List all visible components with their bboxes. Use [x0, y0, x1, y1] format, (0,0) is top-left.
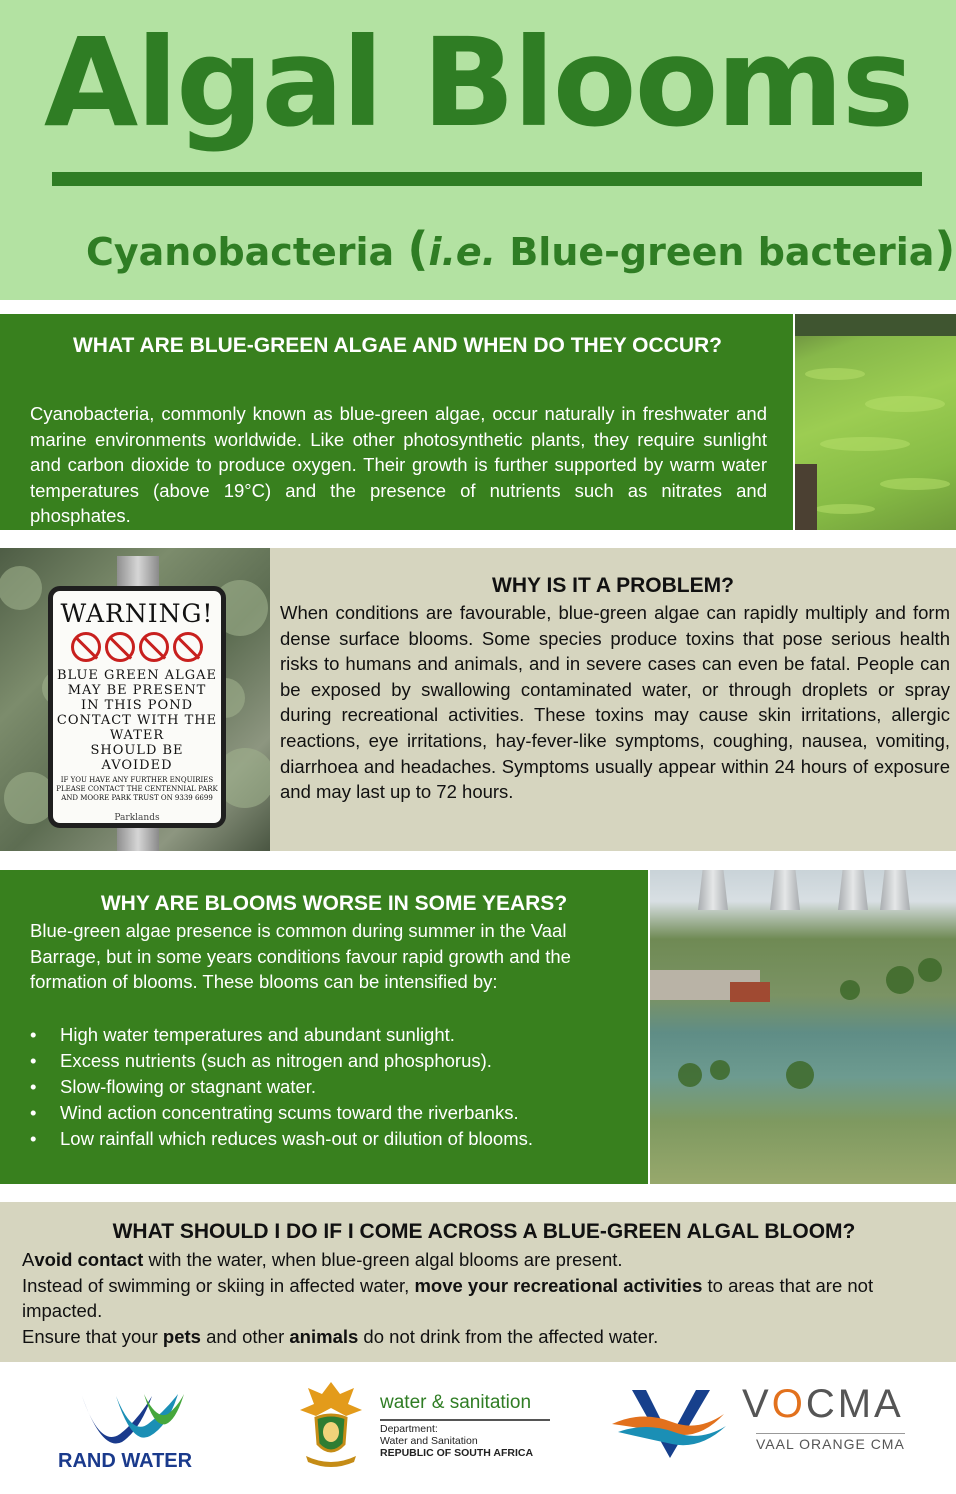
vocma-logo-icon: [612, 1388, 730, 1460]
algae-water-photo: [795, 314, 956, 530]
section-why-problem: [270, 548, 956, 851]
subtitle-prefix: Cyanobacteria: [86, 230, 408, 274]
header-banner: [0, 0, 956, 300]
cooling-tower: [698, 870, 728, 910]
section-heading: WHY ARE BLOOMS WORSE IN SOME YEARS?: [100, 892, 568, 915]
list-item: • High water temperatures and abundant sunlight.: [30, 1022, 640, 1048]
advice-emphasis: pets: [162, 1325, 201, 1347]
department-country: REPUBLIC OF SOUTH AFRICA: [380, 1447, 534, 1459]
list-item: • Low rainfall which reduces wash-out or dilution of blooms.: [30, 1126, 640, 1152]
water-sanitation-rule: [380, 1419, 550, 1421]
advice-fragment: Ensure that your: [22, 1325, 163, 1347]
page-title: Algal Blooms: [43, 12, 913, 154]
section-heading: WHAT ARE BLUE-GREEN ALGAE AND WHEN DO THEY OCCUR?: [72, 334, 723, 357]
subtitle-open-paren: (: [407, 222, 429, 276]
subtitle-close-paren: ): [934, 222, 956, 276]
vocma-letter-o: O: [771, 1382, 806, 1426]
department-name: Water and Sanitation: [380, 1435, 478, 1447]
section-heading: WHAT SHOULD I DO IF I COME ACROSS A BLUE-GREEN ALGAL BLOOM?: [112, 1220, 856, 1243]
no-drinking-icon: [173, 632, 203, 662]
advice-fragment: and other: [200, 1325, 290, 1347]
section-body: When conditions are favourable, blue-green algae can rapidly multiply and form dense surface blooms. Some species produce toxins that pose serious health risks to humans and animals, and in severe cases can even be fatal. People can be exposed by swallowing contaminated water, or through droplets or spray during recreational activities. These toxins may cause skin irritations, allergic reactions, eye irritations, hay-fever-like symptoms, coughing, nausea, vomiting, diarrhoea and headaches. Symptoms usually appear within 24 hours of exposure and may last up to 72 hours.: [280, 602, 950, 803]
advice-line: [22, 1247, 942, 1273]
sign-prohibition-icons: [53, 632, 221, 662]
sign-line: SHOULD BE AVOIDED: [90, 743, 184, 773]
vocma-letter-v: V: [742, 1382, 772, 1426]
advice-fragment: with the water, when blue-green algal blooms are present.: [143, 1249, 623, 1270]
cooling-tower: [838, 870, 868, 910]
section-what-are: [0, 314, 793, 530]
advice-emphasis: move your recreational activities: [414, 1274, 703, 1296]
sign-line: MAY BE PRESENT: [67, 683, 207, 698]
section-what-to-do: [0, 1202, 956, 1362]
subtitle-ie: i.e.: [428, 230, 497, 274]
advice-fragment: to areas that are not impacted.: [22, 1274, 874, 1322]
vocma-letters-rest: CMA: [805, 1382, 904, 1426]
no-fishing-icon: [139, 632, 169, 662]
list-item: • Wind action concentrating scums toward the riverbanks.: [30, 1100, 640, 1126]
rand-water-logo-icon: [80, 1390, 186, 1450]
no-dogs-icon: [105, 632, 135, 662]
subtitle-rest: Blue-green bacteria: [496, 230, 935, 274]
list-item: • Excess nutrients (such as nitrogen and phosphorus).: [30, 1048, 640, 1074]
factor-list: [30, 1022, 640, 1152]
sign-line: CONTACT WITH THE WATER: [56, 713, 218, 743]
advice-emphasis: void contact: [34, 1249, 144, 1270]
advice-fragment: Instead of swimming or skiing in affected water,: [22, 1274, 415, 1296]
section-why-worse: [0, 870, 648, 1184]
page-subtitle: [86, 222, 955, 276]
sign-line: BLUE GREEN ALGAE: [57, 668, 217, 683]
title-divider: [52, 172, 922, 186]
advice-line: [22, 1273, 942, 1324]
section-heading: WHY IS IT A PROBLEM?: [492, 574, 734, 597]
sign-title: WARNING!: [60, 599, 214, 628]
advice-text: [22, 1247, 942, 1349]
section-body: Cyanobacteria, commonly known as blue-green algae, occur naturally in freshwater and marine environments worldwide. Like other photosynthetic plants, they require sunlight and carbon dioxide to produce oxygen. Their growth is further supported by warm water temperatures (above 19°C) and the presence of nutrients such as nitrates and phosphates.: [30, 403, 767, 527]
water-sanitation-title: water & sanitation: [380, 1392, 532, 1413]
vaal-barrage-photo: [650, 870, 956, 1184]
sign-contact: IF YOU HAVE ANY FURTHER ENQUIRIES PLEASE CONTACT THE CENTENNIAL PARK AND MOORE PARK TRUST ON 9339 6699: [56, 776, 218, 802]
cooling-tower: [770, 870, 800, 910]
sign-line: IN THIS POND: [80, 698, 194, 713]
vocma-subtitle: VAAL ORANGE CMA: [756, 1433, 905, 1452]
advice-fragment: do not drink from the affected water.: [358, 1325, 659, 1347]
vocma-wordmark: [742, 1382, 904, 1427]
cooling-tower: [880, 870, 910, 910]
list-item: • Slow-flowing or stagnant water.: [30, 1074, 640, 1100]
no-swimming-icon: [71, 632, 101, 662]
sa-coat-of-arms-icon: [296, 1378, 366, 1468]
advice-line: [22, 1324, 942, 1350]
advice-fragment: A: [22, 1249, 35, 1270]
warning-sign: [48, 586, 226, 828]
water-sanitation-department: [380, 1423, 533, 1459]
section-intro: Blue-green algae presence is common during summer in the Vaal Barrage, but in some years conditions favour rapid growth and the formation of blooms. These blooms can be intensified by:: [30, 920, 571, 993]
rand-water-label: RAND WATER: [58, 1450, 193, 1472]
sign-logo: Parklands: [114, 813, 160, 823]
department-label: Department:: [380, 1423, 438, 1435]
advice-emphasis: animals: [289, 1325, 359, 1347]
